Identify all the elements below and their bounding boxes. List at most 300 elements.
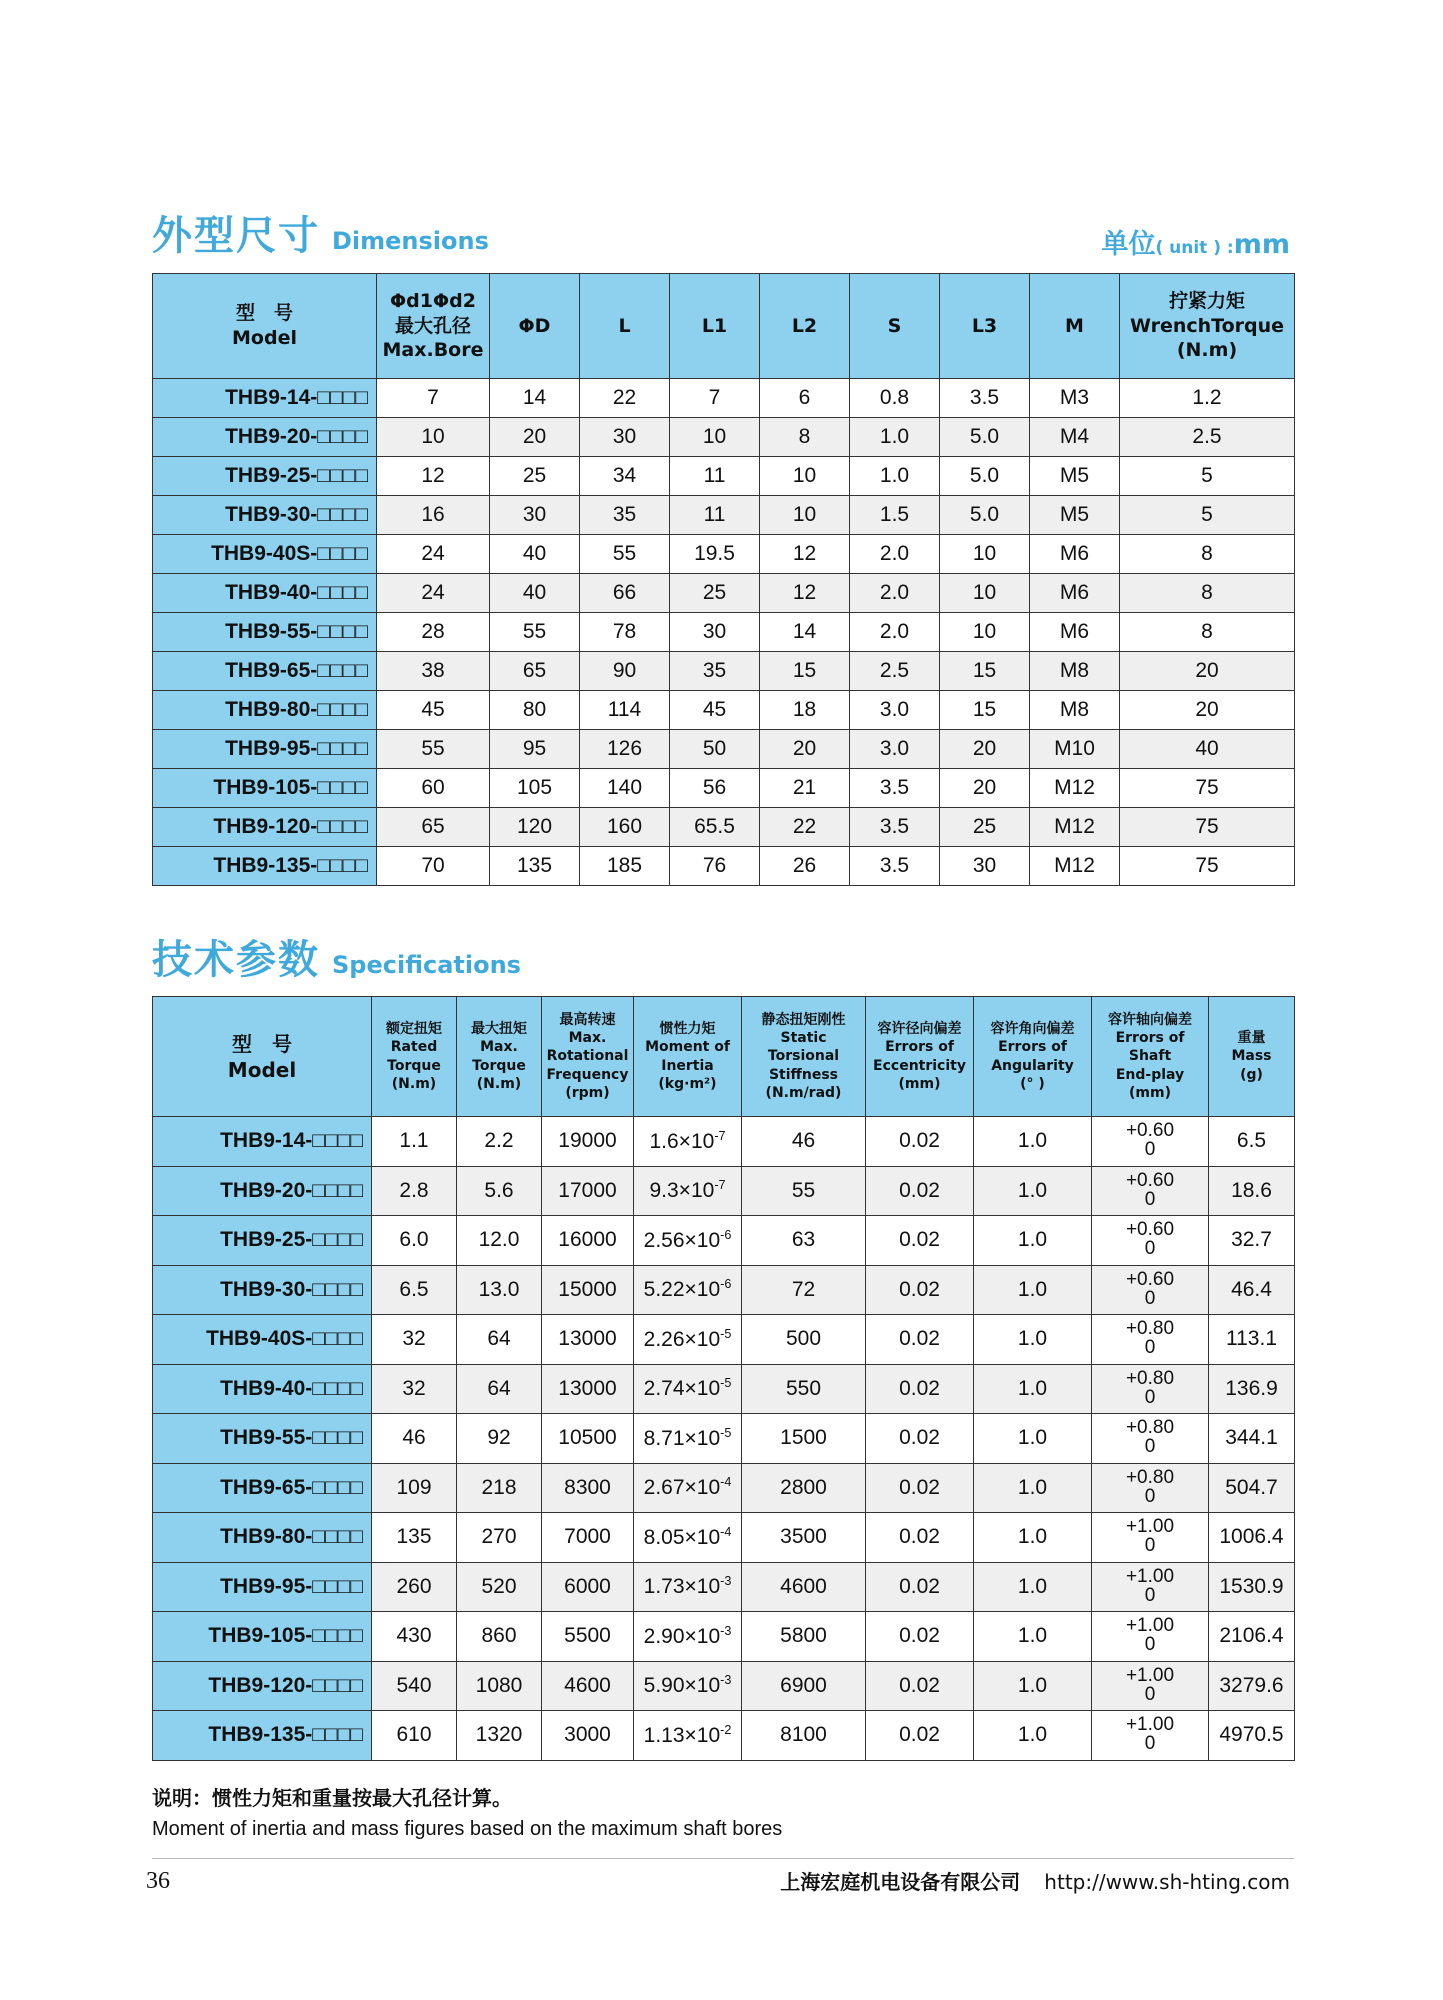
dimensions-header-cell	[1030, 274, 1120, 379]
footer-divider	[152, 1858, 1294, 1859]
tolerance	[1126, 1616, 1174, 1654]
table-cell: 140	[580, 769, 670, 808]
table-cell: M5	[1030, 496, 1120, 535]
tolerance-upper: +0.80	[1125, 1367, 1175, 1389]
table-cell: 20	[1120, 652, 1295, 691]
table-row	[153, 652, 1295, 691]
inertia-exponent: -3	[720, 1574, 732, 1589]
table-row	[153, 1612, 1295, 1662]
rated-cell: 2.8	[372, 1166, 457, 1216]
tolerance-lower: 0	[1144, 1238, 1156, 1260]
table-cell: 8	[1120, 535, 1295, 574]
table-row	[153, 1265, 1295, 1315]
max-cell: 270	[457, 1513, 542, 1563]
table-cell: 76	[670, 847, 760, 886]
tolerance-lower: 0	[1144, 1584, 1156, 1606]
table-cell: M10	[1030, 730, 1120, 769]
table-cell: 2.0	[850, 613, 940, 652]
tolerance-upper: +0.80	[1125, 1318, 1175, 1340]
header-line: 额定扭矩	[386, 1021, 442, 1038]
tolerance	[1126, 1715, 1174, 1753]
header-line: 容许角向偏差	[990, 1021, 1075, 1038]
ang-cell: 1.0	[974, 1513, 1092, 1563]
tolerance	[1126, 1220, 1174, 1258]
inertia-base: 2.74×10	[643, 1377, 721, 1401]
dimensions-header-cell	[377, 274, 490, 379]
inertia-exponent: -3	[720, 1623, 732, 1638]
table-cell: 28	[377, 613, 490, 652]
model-cell: THB9-95-□□□□	[153, 1562, 372, 1612]
tolerance-upper: +1.00	[1125, 1664, 1175, 1686]
table-row	[153, 1513, 1295, 1563]
rated-cell: 135	[372, 1513, 457, 1563]
table-cell: 55	[580, 535, 670, 574]
header-line: Static	[780, 1030, 827, 1047]
stiff-cell: 46	[742, 1117, 866, 1167]
header-line: L2	[791, 314, 818, 337]
rpm-cell: 7000	[542, 1513, 634, 1563]
table-cell: 10	[940, 613, 1030, 652]
header-line: (N.m)	[476, 1075, 522, 1092]
dimensions-header-row	[153, 274, 1295, 379]
table-cell: 8	[1120, 613, 1295, 652]
table-cell: 34	[580, 457, 670, 496]
stiff-cell: 63	[742, 1216, 866, 1266]
mass-cell: 4970.5	[1209, 1711, 1295, 1761]
table-cell: 60	[377, 769, 490, 808]
table-cell: 40	[490, 574, 580, 613]
table-cell: 25	[940, 808, 1030, 847]
model-cell: THB9-14-□□□□	[153, 379, 377, 418]
tolerance-lower: 0	[1144, 1683, 1156, 1705]
stiff-cell: 3500	[742, 1513, 866, 1563]
specifications-header-row	[153, 997, 1295, 1117]
stiff-cell: 1500	[742, 1414, 866, 1464]
rpm-cell: 19000	[542, 1117, 634, 1167]
table-cell: M3	[1030, 379, 1120, 418]
table-cell: 3.0	[850, 730, 940, 769]
specifications-header-cell	[1209, 997, 1295, 1117]
tolerance-upper: +0.60	[1125, 1268, 1175, 1290]
tolerance-upper: +0.80	[1125, 1417, 1175, 1439]
ecc-cell: 0.02	[866, 1562, 974, 1612]
table-cell: 185	[580, 847, 670, 886]
table-cell: M8	[1030, 691, 1120, 730]
table-cell: 3.5	[850, 808, 940, 847]
table-cell: 30	[670, 613, 760, 652]
rated-cell: 46	[372, 1414, 457, 1464]
model-cell: THB9-105-□□□□	[153, 769, 377, 808]
dimensions-table	[152, 273, 1295, 886]
header-line: Torsional	[767, 1048, 840, 1065]
specifications-header-cell	[1092, 997, 1209, 1117]
note-en: Moment of inertia and mass figures based on the maximum shaft bores	[152, 1818, 783, 1840]
table-cell: 24	[377, 574, 490, 613]
table-cell: 22	[760, 808, 850, 847]
rated-cell: 32	[372, 1364, 457, 1414]
model-cell: THB9-135-□□□□	[153, 847, 377, 886]
table-cell: 12	[377, 457, 490, 496]
stiff-cell: 72	[742, 1265, 866, 1315]
end-play-cell	[1092, 1562, 1209, 1612]
stiff-cell: 6900	[742, 1661, 866, 1711]
mass-cell: 344.1	[1209, 1414, 1295, 1464]
table-cell: 5	[1120, 457, 1295, 496]
table-cell: 30	[490, 496, 580, 535]
header-line: (° )	[1020, 1075, 1045, 1092]
table-cell: 126	[580, 730, 670, 769]
table-cell: 35	[670, 652, 760, 691]
model-cell: THB9-30-□□□□	[153, 1265, 372, 1315]
table-row	[153, 730, 1295, 769]
stiff-cell: 8100	[742, 1711, 866, 1761]
ecc-cell: 0.02	[866, 1612, 974, 1662]
header-line: L3	[971, 314, 998, 337]
rpm-cell: 17000	[542, 1166, 634, 1216]
tolerance	[1126, 1121, 1174, 1159]
company-footer	[780, 1866, 1290, 1895]
table-cell: 8	[760, 418, 850, 457]
model-cell: THB9-65-□□□□	[153, 1463, 372, 1513]
page-number: 36	[146, 1868, 170, 1894]
inertia-exponent: -6	[720, 1227, 732, 1242]
table-row	[153, 691, 1295, 730]
header-line: (kg·m²)	[658, 1075, 717, 1092]
ang-cell: 1.0	[974, 1364, 1092, 1414]
tolerance-upper: +1.00	[1125, 1615, 1175, 1637]
table-row	[153, 379, 1295, 418]
inertia-exponent: -6	[720, 1277, 732, 1292]
rpm-cell: 6000	[542, 1562, 634, 1612]
rated-cell: 540	[372, 1661, 457, 1711]
header-line: Rated	[390, 1039, 438, 1056]
dimensions-header-cell	[580, 274, 670, 379]
header-line: 静态扭矩刚性	[761, 1012, 846, 1029]
table-cell: 80	[490, 691, 580, 730]
header-line: Angularity	[991, 1057, 1074, 1074]
table-cell: M6	[1030, 535, 1120, 574]
table-cell: 18	[760, 691, 850, 730]
stiff-cell: 4600	[742, 1562, 866, 1612]
table-cell: 22	[580, 379, 670, 418]
tolerance	[1126, 1171, 1174, 1209]
specifications-header-cell	[866, 997, 974, 1117]
header-line: (mm)	[898, 1075, 941, 1092]
table-row	[153, 613, 1295, 652]
table-cell: 21	[760, 769, 850, 808]
table-cell: 65	[377, 808, 490, 847]
inertia-exponent: -5	[720, 1425, 732, 1440]
dimensions-heading	[152, 204, 489, 261]
dimensions-body	[153, 379, 1295, 886]
tolerance-lower: 0	[1144, 1386, 1156, 1408]
table-cell: 7	[670, 379, 760, 418]
ang-cell: 1.0	[974, 1711, 1092, 1761]
header-line: End-play	[1115, 1066, 1185, 1083]
model-cell: THB9-135-□□□□	[153, 1711, 372, 1761]
table-cell: 15	[940, 652, 1030, 691]
table-cell: 78	[580, 613, 670, 652]
inertia-base: 5.90×10	[643, 1674, 721, 1698]
inertia-cell	[634, 1612, 742, 1662]
rpm-cell: 3000	[542, 1711, 634, 1761]
table-cell: 20	[760, 730, 850, 769]
inertia-cell	[634, 1414, 742, 1464]
end-play-cell	[1092, 1414, 1209, 1464]
dimensions-header-cell	[850, 274, 940, 379]
tolerance	[1126, 1418, 1174, 1456]
table-cell: 95	[490, 730, 580, 769]
rated-cell: 610	[372, 1711, 457, 1761]
header-line: ΦD	[518, 314, 551, 337]
ecc-cell: 0.02	[866, 1216, 974, 1266]
model-cell: THB9-14-□□□□	[153, 1117, 372, 1167]
ecc-cell: 0.02	[866, 1463, 974, 1513]
table-cell: 11	[670, 496, 760, 535]
table-cell: 2.0	[850, 574, 940, 613]
table-cell: M6	[1030, 574, 1120, 613]
rpm-cell: 13000	[542, 1364, 634, 1414]
specifications-header-cell	[457, 997, 542, 1117]
table-cell: 5	[1120, 496, 1295, 535]
stiff-cell: 5800	[742, 1612, 866, 1662]
mass-cell: 18.6	[1209, 1166, 1295, 1216]
rated-cell: 109	[372, 1463, 457, 1513]
header-line: Max.	[568, 1030, 607, 1047]
header-line: 拧紧力矩	[1168, 289, 1245, 312]
header-line: 最高转速	[559, 1012, 616, 1029]
rpm-cell: 13000	[542, 1315, 634, 1365]
tolerance	[1126, 1319, 1174, 1357]
header-line: 重量	[1237, 1030, 1266, 1047]
ang-cell: 1.0	[974, 1612, 1092, 1662]
mass-cell: 136.9	[1209, 1364, 1295, 1414]
table-cell: 30	[940, 847, 1030, 886]
inertia-base: 2.67×10	[643, 1476, 721, 1500]
header-line: M	[1065, 314, 1084, 337]
max-cell: 218	[457, 1463, 542, 1513]
table-cell: M12	[1030, 769, 1120, 808]
header-line: (rpm)	[565, 1084, 610, 1101]
model-cell: THB9-105-□□□□	[153, 1612, 372, 1662]
model-cell: THB9-120-□□□□	[153, 1661, 372, 1711]
table-row	[153, 418, 1295, 457]
ecc-cell: 0.02	[866, 1414, 974, 1464]
table-row	[153, 1711, 1295, 1761]
max-cell: 64	[457, 1315, 542, 1365]
specifications-header-cell	[742, 997, 866, 1117]
header-line: Φd1Φd2	[390, 289, 476, 312]
model-cell: THB9-80-□□□□	[153, 691, 377, 730]
max-cell: 860	[457, 1612, 542, 1662]
inertia-cell	[634, 1661, 742, 1711]
rated-cell: 6.0	[372, 1216, 457, 1266]
max-cell: 64	[457, 1364, 542, 1414]
inertia-exponent: -7	[714, 1128, 726, 1143]
dimensions-title-en: Dimensions	[332, 227, 489, 255]
ang-cell: 1.0	[974, 1463, 1092, 1513]
inertia-base: 8.71×10	[643, 1426, 721, 1450]
company-url[interactable]: http://www.sh-hting.com	[1044, 1870, 1290, 1894]
header-line: Max.	[480, 1039, 518, 1056]
max-cell: 2.2	[457, 1117, 542, 1167]
table-cell: 114	[580, 691, 670, 730]
max-cell: 92	[457, 1414, 542, 1464]
table-cell: 40	[1120, 730, 1295, 769]
rated-cell: 32	[372, 1315, 457, 1365]
end-play-cell	[1092, 1463, 1209, 1513]
header-line: L1	[701, 314, 728, 337]
table-row	[153, 1661, 1295, 1711]
table-cell: 40	[490, 535, 580, 574]
model-cell: THB9-55-□□□□	[153, 1414, 372, 1464]
mass-cell: 504.7	[1209, 1463, 1295, 1513]
header-line: Model	[227, 1057, 297, 1082]
table-row	[153, 1117, 1295, 1167]
table-cell: 26	[760, 847, 850, 886]
rpm-cell: 10500	[542, 1414, 634, 1464]
tolerance-upper: +1.00	[1125, 1714, 1175, 1736]
table-cell: M4	[1030, 418, 1120, 457]
header-line: 容许径向偏差	[877, 1021, 962, 1038]
header-line: WrenchTorque	[1129, 314, 1285, 337]
table-cell: 20	[490, 418, 580, 457]
mass-cell: 6.5	[1209, 1117, 1295, 1167]
stiff-cell: 2800	[742, 1463, 866, 1513]
table-cell: 30	[580, 418, 670, 457]
note-cn: 说明：惯性力矩和重量按最大孔径计算。	[152, 1788, 512, 1810]
ang-cell: 1.0	[974, 1315, 1092, 1365]
header-line: (N.m)	[391, 1075, 437, 1092]
inertia-cell	[634, 1315, 742, 1365]
end-play-cell	[1092, 1315, 1209, 1365]
header-line: 最大扭矩	[471, 1021, 527, 1038]
specifications-title-cn: 技术参数	[152, 937, 320, 983]
tolerance	[1126, 1468, 1174, 1506]
header-line: 最大孔径	[394, 314, 471, 337]
unit-label-cn: 单位	[1101, 229, 1156, 260]
model-cell: THB9-40S-□□□□	[153, 535, 377, 574]
mass-cell: 113.1	[1209, 1315, 1295, 1365]
header-line: Torque	[472, 1057, 526, 1074]
mass-cell: 46.4	[1209, 1265, 1295, 1315]
table-cell: 10	[760, 457, 850, 496]
table-cell: 3.5	[940, 379, 1030, 418]
rpm-cell: 8300	[542, 1463, 634, 1513]
header-line: Errors of	[885, 1039, 954, 1056]
specifications-heading	[152, 928, 521, 985]
table-cell: 1.0	[850, 457, 940, 496]
specifications-table	[152, 996, 1295, 1761]
header-line: 型 号	[235, 302, 293, 325]
table-cell: 10	[940, 535, 1030, 574]
table-cell: 11	[670, 457, 760, 496]
header-line: S	[887, 314, 902, 337]
table-cell: 65	[490, 652, 580, 691]
table-row	[153, 769, 1295, 808]
table-cell: 2.5	[850, 652, 940, 691]
end-play-cell	[1092, 1711, 1209, 1761]
table-row	[153, 847, 1295, 886]
table-row	[153, 496, 1295, 535]
model-cell: THB9-95-□□□□	[153, 730, 377, 769]
table-cell: 56	[670, 769, 760, 808]
table-row	[153, 1463, 1295, 1513]
table-cell: 15	[940, 691, 1030, 730]
table-cell: 35	[580, 496, 670, 535]
header-line: 型 号	[232, 1031, 292, 1056]
specifications-header-cell	[542, 997, 634, 1117]
header-line: Eccentricity	[873, 1057, 966, 1074]
table-cell: 66	[580, 574, 670, 613]
inertia-cell	[634, 1117, 742, 1167]
inertia-base: 1.73×10	[643, 1575, 721, 1599]
table-cell: 1.0	[850, 418, 940, 457]
rated-cell: 430	[372, 1612, 457, 1662]
inertia-cell	[634, 1513, 742, 1563]
table-row	[153, 1216, 1295, 1266]
tolerance	[1126, 1270, 1174, 1308]
inertia-base: 8.05×10	[643, 1525, 721, 1549]
table-row	[153, 808, 1295, 847]
unit-label	[1101, 222, 1290, 261]
tolerance	[1126, 1517, 1174, 1555]
header-line: Model	[232, 327, 297, 349]
tolerance-lower: 0	[1144, 1287, 1156, 1309]
table-cell: M8	[1030, 652, 1120, 691]
model-cell: THB9-80-□□□□	[153, 1513, 372, 1563]
inertia-cell	[634, 1216, 742, 1266]
table-row	[153, 457, 1295, 496]
table-cell: 135	[490, 847, 580, 886]
table-cell: 20	[940, 769, 1030, 808]
model-cell: THB9-30-□□□□	[153, 496, 377, 535]
dimensions-header-cell	[670, 274, 760, 379]
ang-cell: 1.0	[974, 1166, 1092, 1216]
end-play-cell	[1092, 1364, 1209, 1414]
table-cell: 1.2	[1120, 379, 1295, 418]
max-cell: 1080	[457, 1661, 542, 1711]
table-cell: 160	[580, 808, 670, 847]
header-line: (g)	[1240, 1066, 1263, 1083]
table-cell: 10	[670, 418, 760, 457]
table-cell: 15	[760, 652, 850, 691]
table-cell: 75	[1120, 808, 1295, 847]
end-play-cell	[1092, 1117, 1209, 1167]
specifications-header-cell	[153, 997, 372, 1117]
table-cell: 45	[670, 691, 760, 730]
specifications-header-cell	[974, 997, 1092, 1117]
rated-cell: 260	[372, 1562, 457, 1612]
inertia-base: 2.56×10	[643, 1228, 721, 1252]
inertia-cell	[634, 1562, 742, 1612]
table-cell: 3.5	[850, 847, 940, 886]
header-line: 容许轴向偏差	[1108, 1012, 1192, 1029]
table-cell: 2.0	[850, 535, 940, 574]
end-play-cell	[1092, 1513, 1209, 1563]
table-row	[153, 535, 1295, 574]
table-cell: 10	[377, 418, 490, 457]
table-cell: 7	[377, 379, 490, 418]
table-cell: 12	[760, 574, 850, 613]
specifications-body	[153, 1117, 1295, 1761]
ecc-cell: 0.02	[866, 1661, 974, 1711]
table-cell: 24	[377, 535, 490, 574]
table-cell: 55	[490, 613, 580, 652]
tolerance-upper: +0.80	[1125, 1466, 1175, 1488]
inertia-exponent: -4	[720, 1524, 732, 1539]
table-cell: M12	[1030, 847, 1120, 886]
